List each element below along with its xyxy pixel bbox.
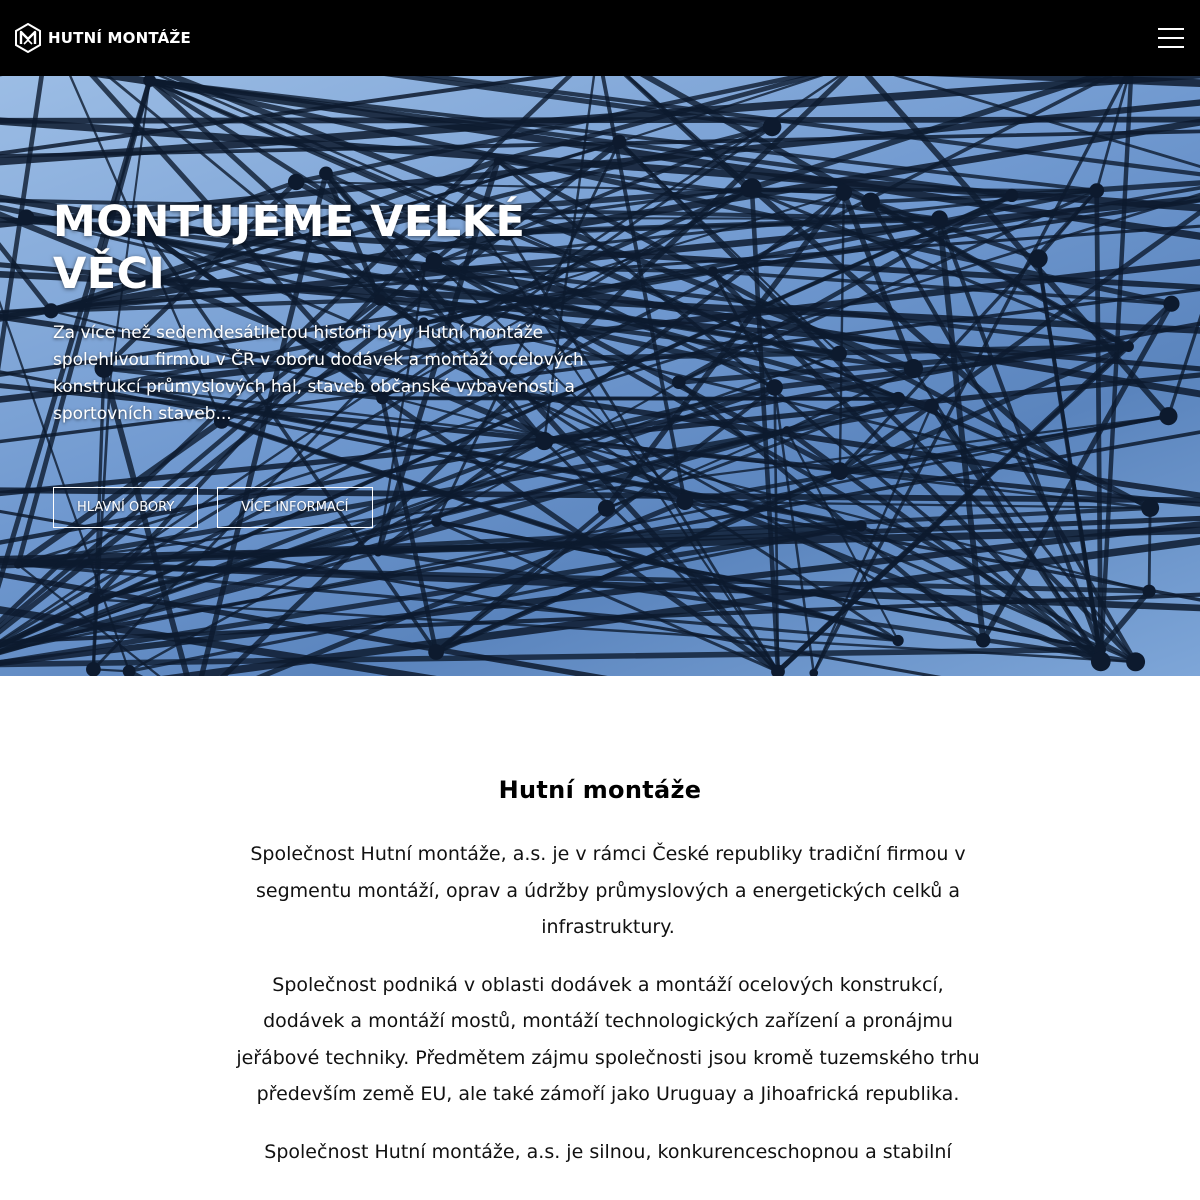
brand-name: HUTNÍ MONTÁŽE [48, 29, 191, 47]
intro-body [230, 836, 986, 1191]
hero-content [53, 196, 593, 428]
intro-paragraph: Společnost Hutní montáže, a.s. je v rámci České republiky tradiční firmou v segmentu montáží, oprav a údržby průmyslových a energetických celků a infrastruktury. [250, 843, 966, 938]
intro-paragraph: Společnost podniká v oblasti dodávek a montáží ocelových konstrukcí, dodávek a montáží mostů, montáží technologických zařízení a pronájmu jeřábové techniky. Předmětem zájmu společnosti jsou kromě tuzemského trhu především země EU, ale také zámoří jako Uruguay a Jihoafrická republika. [236, 973, 980, 1105]
more-info-button[interactable]: VÍCE INFORMACÍ [217, 487, 372, 528]
brand-logo-link[interactable] [14, 23, 191, 53]
top-navigation-bar [0, 0, 1200, 76]
hm-logo-icon [14, 23, 42, 53]
intro-section [0, 676, 1200, 1200]
intro-title: Hutní montáže [498, 776, 702, 804]
hamburger-menu-icon[interactable] [1158, 28, 1184, 48]
hero-section [0, 76, 1200, 676]
hero-title: MONTUJEME VELKÉ VĚCI [53, 197, 526, 299]
hero-buttons [53, 487, 373, 528]
intro-paragraph: Společnost Hutní montáže, a.s. je silnou, konkurenceschopnou a stabilní [264, 1140, 952, 1163]
hero-description: Za více než sedemdesátiletou historii byly Hutní montáže spolehlivou firmou v ČR v oboru dodávek a montáží ocelových konstrukcí průmyslových hal, staveb občanské vybavenosti a sportovních staveb... [53, 323, 584, 424]
main-fields-button[interactable]: HLAVNÍ OBORY [53, 487, 198, 528]
